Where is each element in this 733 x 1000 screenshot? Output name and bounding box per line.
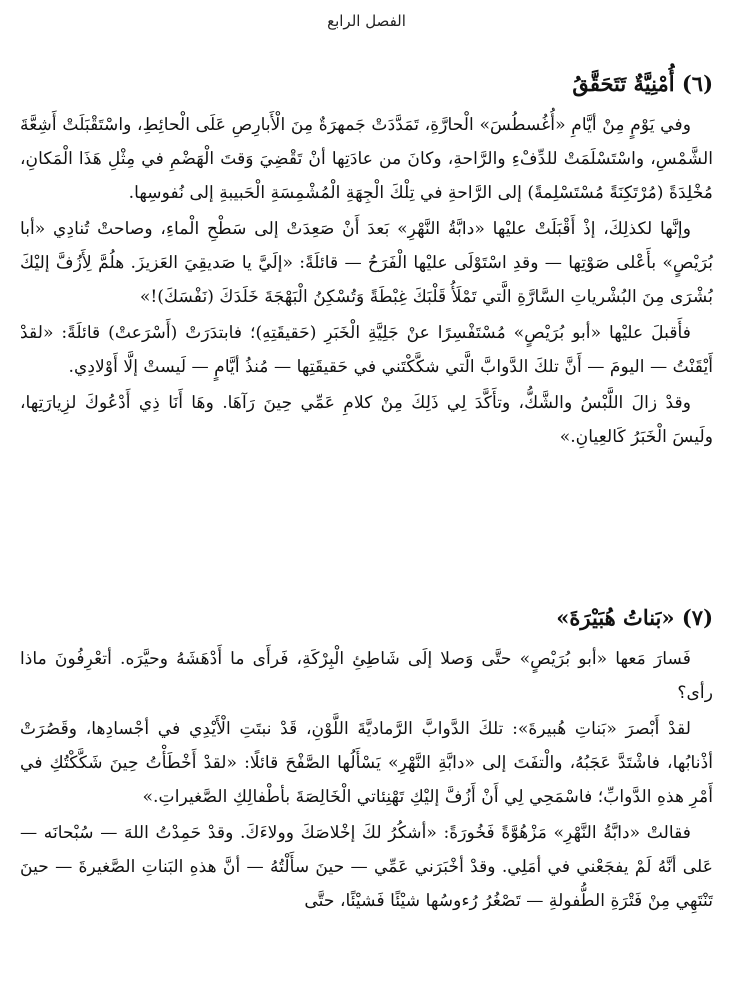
chapter-header: الفصل الرابع xyxy=(327,12,406,30)
section-title: (٦) أُمْنِيَّةٌ تَتَحَقَّقُ xyxy=(572,71,713,96)
paragraph: فَسارَ مَعها «أبو بُرَيْصٍ» حتَّى وَصلا إلَى شَاطِئِ الْبِرْكَةِ، فَرأَى ما أَدْهَشَهُ وحيَّرَه. أتعْرِفُونَ ماذا رأى؟ xyxy=(20,649,713,703)
section-7 xyxy=(20,600,713,920)
paragraph: وفي يَوْمٍ مِنْ أيَّامِ «أُغُسطُسَ» الْحارَّةِ، تَمَدَّدَتْ جَمهرَةٌ مِنَ الْأَبارِصِ عَلَى الْحائِطِ، واسْتَقْبَلَتْ أَشِعَّةَ الشَّمْسِ، واسْتَسْلَمَتْ للدِّفْءِ والرَّاحةِ، وكانَ من عادَتِها أنْ تَقْضِيَ وَقتَ الْهَضْمِ في مِثْلِ هَذَا الْمَكانِ، مُخْلِدَةً (مُرْتَكِنَةً مُسْتَسْلِمةً) إلى الرَّاحةِ في تِلْكَ الْجِهَةِ الْمُشْمِسَةِ الْحَبيبةِ إلى نُفوسِها. xyxy=(20,115,713,203)
paragraph: فقالتْ «دابَّةُ النَّهْرِ» مَزْهُوَّةً فَخُورَةً: «أشكُرُ لكَ إخْلاصَكَ وولاءَكَ. وقدْ حَمِدْتُ اللهَ — سُبْحانَه — عَلى أنَّهُ لَمْ يفجَعْني في أمَلِي. وقدْ أخْبَرَني عَمِّي — حينَ سأَلْتُهُ — أنَّ هذهِ البَناتِ الصَّغيرةَ — حينَ تَنْتَهِي مِنْ فَتْرَةِ الطُّفولةِ — تَصْغُرُ رُءوسُها شيْئًا فَشيْئًا، حتَّى xyxy=(20,823,713,911)
paragraph: لقدْ أَبْصرَ «بَناتِ هُبيرةَ»: تلكَ الدَّوابَّ الرَّماديَّةَ اللَّوْنِ، قَدْ نبتَتِ الْأَيْدِي في أجْسادِها، وقَصُرَتْ أذْنابُها، فاشْتَدَّ عَجَبُهُ، والْتفَتَ إلى «دابَّةِ النَّهْرِ» يَسْأَلُها الصَّفْحَ قائلًا: «لقدْ أَخْطَأْتُ حِينَ شَكَّكْتُكِ في أَمْرِ هذهِ الدَّوابِّ؛ فاسْمَحِي لِي أَنْ أَزُفَّ إليْكِ تَهْنِئاتي الْخَالِصَةَ بأطْفالِكِ الصَّغيراتِ.» xyxy=(20,719,713,807)
paragraph: وإنَّها لكذلِكَ، إذْ أَقْبَلَتْ عليْها «دابَّةُ النَّهْرِ» بَعدَ أَنْ صَعِدَتْ إلى سَطْحِ الْماءِ، وصاحتْ تُنادِي «أبا بُرَيْصٍ» بأَعْلى صَوْتِها — وقدِ اسْتَوْلَى عليْها الْفَرَحُ — قائلَةً: «إلَيَّ يا صَديقِيَ العَزيزَ. هلُمَّ لِأَزُفَّ إليْكَ بُشْرَى مِنَ البُشْرياتِ السَّارَّةِ الَّتي تَمْلَأُ قَلْبَكَ غِبْطَةً وَتُسْكِنُ الْبَهْجَةَ خَلَدَكَ (نَفْسَكَ)!» xyxy=(20,219,713,307)
section-title: (٧) «بَناتُ هُبَيْرَةَ» xyxy=(556,605,713,630)
paragraph: وقدْ زالَ اللَّبْسُ والشَّكُّ، وتأَكَّدَ لِي ذَلِكَ مِنْ كلامِ عَمِّي حِينَ رَآهَا. وهَا أَنَا ذِي أَدْعُوكَ لزِيارَتِها، ولَيسَ الْخَبَرُ كَالعِيانِ.» xyxy=(20,393,713,447)
section-6 xyxy=(20,66,713,456)
paragraph: فأَقبلَ عليْها «أبو بُرَيْصٍ» مُسْتَفْسِرًا عنْ جَلِيَّةِ الْخَبَرِ (حَقيقَتِهِ)؛ فابتدَرَتْ (أَسْرَعتْ) قائلَةً: «لقدْ أَيْقَنْتُ — اليومَ — أَنَّ تلكَ الدَّوابَّ الَّتي شكَّكْتَني في حَقيقَتِها — مُنذُ أيَّامٍ — لَيستْ إلَّا أَوْلادِي. xyxy=(20,323,713,377)
